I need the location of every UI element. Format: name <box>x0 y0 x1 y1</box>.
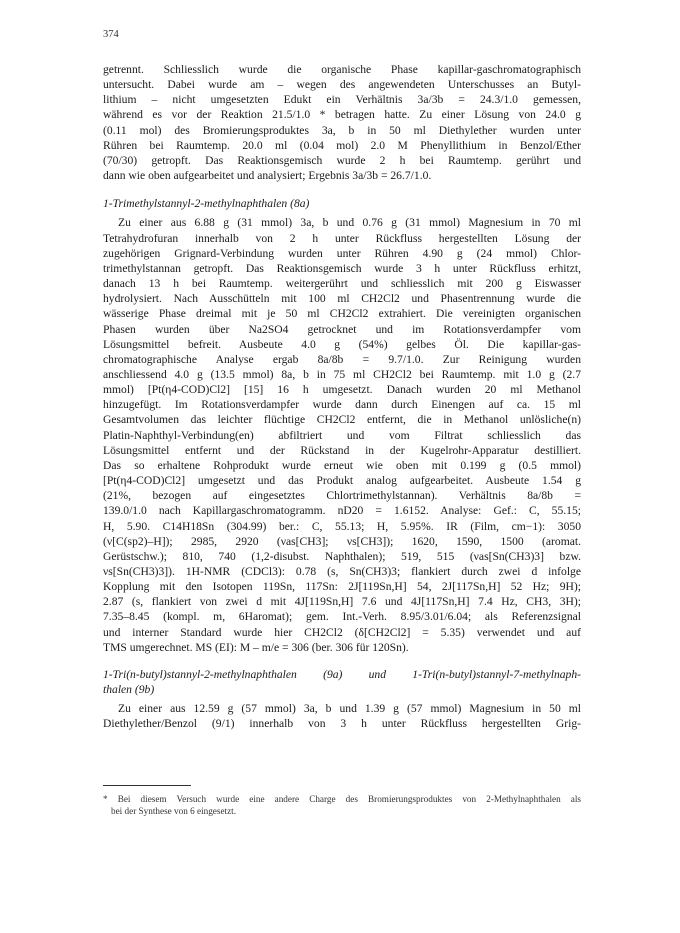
text-line: Lösungsmittel entfernt und der Rückstand in der Kugelrohr-Apparatur destilliert. <box>103 443 581 457</box>
text-line: 2.87 (s, flankiert von zwei d mit 4J[119Sn,H] 7.6 und 4J[117Sn,H] 7.4 Hz, CH3, 3H); <box>103 595 581 609</box>
heading-line: thalen (9b) <box>103 683 155 697</box>
text-line: wässerige Phase dreimal mit je 50 ml CH2Cl2 extrahiert. Die vereinigten organischen <box>103 307 581 321</box>
text-line: zugehörigen Grignard-Verbindung wurden unter Rühren 4.90 g (24 mmol) Chlor- <box>103 246 581 260</box>
text-line: H, 5.90. C14H18Sn (304.99) ber.: C, 55.13; H, 5.95%. IR (Film, cm−1): 3050 <box>103 519 581 533</box>
footnote-line: bei der Synthese von 6 eingesetzt. <box>111 806 237 816</box>
text-line: getrennt. Schliesslich wurde die organische Phase kapillar-gaschromatographisch <box>103 63 581 76</box>
paragraph-1 <box>103 62 581 183</box>
paragraph-3 <box>103 701 581 731</box>
paragraph-2 <box>103 215 581 655</box>
text-line: (0.11 mol) des Bromierungsproduktes 3a, b in 50 ml Diethylether wurden unter <box>103 123 581 137</box>
text-line: hinzugefügt. Im Rotationsverdampfer wurde dann durch Einengen auf ca. 15 ml <box>103 398 581 412</box>
text-line: hydrolysiert. Nach Ausschütteln mit 100 ml CH2Cl2 und Phasentrennung wurde die <box>103 292 581 306</box>
text-line: mmol) [Pt(η4-COD)Cl2] [15] 16 h umgesetzt. Danach wurden 20 ml Methanol <box>103 383 581 397</box>
text-line: (ν[C(sp2)–H]); 2985, 2920 (νas[CH3]; νs[CH3]); 1620, 1590, 1500 (aromat. <box>103 534 581 548</box>
footnote <box>103 793 581 817</box>
section-heading-9a-9b <box>103 667 581 697</box>
text-line: 139.0/1.0 nach Kapillargaschromatogramm. nD20 = 1.6152. Analyse: Gef.: C, 55.15; <box>103 504 581 518</box>
text-line: (21%, bezogen auf eingesetztes Chlortrimethylstannan). Verhältnis 8a/8b = <box>103 489 581 503</box>
text-line: Diethylether/Benzol (9/1) innerhalb von 3 h unter Rückfluss hergestellten Grig- <box>103 717 581 731</box>
text-line: untersucht. Dabei wurde am – wegen des angewendeten Unterschusses an Butyl- <box>103 78 581 92</box>
text-line: Gerüstschw.); 810, 740 (1,2-disubst. Naphthalen); 519, 515 (νas[Sn(CH3)3] bzw. <box>103 549 581 563</box>
text-line: 7.35–8.45 (kompl. m, 6Haromat); gem. Int.-Verh. 8.95/3.01/6.04; als Referenzsignal <box>103 610 581 624</box>
text-line: Phasen wurden über Na2SO4 getrocknet und im Rotationsverdampfer vom <box>103 322 581 336</box>
text-line: [Pt(η4-COD)Cl2] umgesetzt und das Produkt analog aufgearbeitet. Ausbeute 1.54 g <box>103 474 581 488</box>
text-line: danach 13 h bei Raumtemp. weitergerührt und schliesslich mit 200 g Eiswasser <box>103 277 581 291</box>
text-line: lithium – nicht umgesetzten Edukt ein Verhältnis 3a/3b = 24.3/1.0 gemessen, <box>103 93 581 107</box>
text-line: Lösungsmittel befreit. Ausbeute 4.0 g (54%) gelbes Öl. Die kapillar-gas- <box>103 337 581 351</box>
text-line: Rühren bei Raumtemp. 20.0 ml (0.04 mol) 2.0 M Phenyllithium in Benzol/Ether <box>103 138 581 152</box>
text-line: Das so erhaltene Rohprodukt wurde erneut wie oben mit 0.199 g (0.5 mmol) <box>103 458 581 472</box>
text-line: anschliessend 4.0 g (13.5 mmol) 8a, b in 75 ml CH2Cl2 bei Raumtemp. mit 1.0 g (2.7 <box>103 367 581 381</box>
text-line: Zu einer aus 6.88 g (31 mmol) 3a, b und 0.76 g (31 mmol) Magnesium in 70 ml <box>118 216 581 230</box>
text-line: trimethylstannan getropft. Das Reaktionsgemisch wurde 3 h unter Rückfluss erhitzt, <box>103 261 581 275</box>
text-line: während es vor der Reaktion 21.5/1.0 * betragen hatte. Zu einer Lösung von 24.0 g <box>103 108 581 122</box>
text-line: Platin-Naphthyl-Verbindung(en) abfiltriert und vom Filtrat schliesslich das <box>103 428 581 442</box>
text-line: dann wie oben aufgearbeitet und analysiert; Ergebnis 3a/3b = 26.7/1.0. <box>103 169 432 183</box>
section-heading-8a: 1-Trimethylstannyl-2-methylnaphthalen (8a) <box>103 197 310 211</box>
text-line: (70/30) getropft. Das Reaktionsgemisch wurde 2 h bei Raumtemp. gerührt und <box>103 153 581 167</box>
page-number: 374 <box>103 29 119 40</box>
text-line: Gesamtvolumen das leichter flüchtige CH2Cl2 entfernt, die in Methanol unlösliche(n) <box>103 413 581 427</box>
heading-line: 1-Tri(n-butyl)stannyl-2-methylnaphthalen (9a) und 1-Tri(n-butyl)stannyl-7-methylnaph- <box>103 667 581 681</box>
footnote-line: * Bei diesem Versuch wurde eine andere Charge des Bromierungsproduktes von 2-Methylnaphthalen als <box>103 794 581 804</box>
text-line: und interner Standard wurde hier CH2Cl2 (δ[CH2Cl2] = 5.35) verwendet und auf <box>103 625 581 639</box>
text-line: TMS umgerechnet. MS (EI): M – m/e = 306 (ber. 306 für 120Sn). <box>103 640 409 654</box>
text-line: Tetrahydrofuran innerhalb von 2 h unter Rückfluss hergestellten Lösung der <box>103 231 581 245</box>
text-line: Kopplung mit den Isotopen 119Sn, 117Sn: 2J[119Sn,H] 54, 2J[117Sn,H] 52 Hz; 9H); <box>103 580 581 594</box>
footnote-rule <box>103 785 191 786</box>
text-line: chromatographische Analyse ergab 8a/8b = 9.7/1.0. Zur Reinigung wurden <box>103 352 581 366</box>
main-text <box>103 62 581 732</box>
text-line: Zu einer aus 12.59 g (57 mmol) 3a, b und 1.39 g (57 mmol) Magnesium in 50 ml <box>118 702 581 716</box>
text-line: νs[Sn(CH3)3]). 1H-NMR (CDCl3): 0.78 (s, Sn(CH3)3; flankiert durch zwei d infolge <box>103 565 581 578</box>
